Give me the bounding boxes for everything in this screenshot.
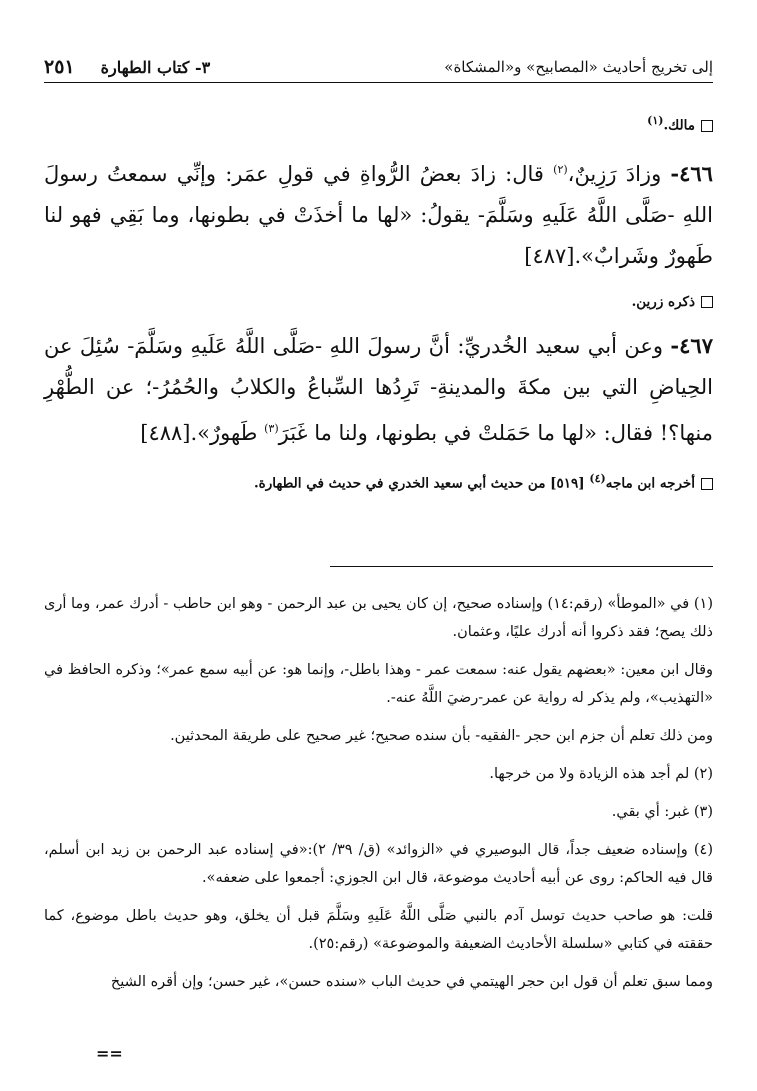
book-title: إلى تخريج أحاديث «المصابيح» و«المشكاة» xyxy=(444,58,713,76)
footnote-paragraph: (٤) وإسناده ضعيف جداً، قال البوصيري في «الزوائد» (ق/ ٣٩/ ٢):«في إسناده عبد الرحمن بن زيد ابن أسلم، قال فيه الحاكم: روى عن أبيه أحاديث موضوعة، قال ابن الجوزي: أجمعوا على ضعفه». xyxy=(44,842,713,886)
footnote-separator xyxy=(330,566,713,567)
main-text xyxy=(44,96,713,506)
square-marker-icon xyxy=(701,120,713,132)
hadith-text: طَهورٌ».[٤٨٨] xyxy=(140,420,258,445)
running-header xyxy=(44,52,713,83)
hadith-number: ٤٦٦- xyxy=(670,160,713,186)
footnote-paragraph: ومن ذلك تعلم أن جزم ابن حجر -الفقيه- بأن سنده صحيح؛ غير صحيح على طريقة المحدثين. xyxy=(170,728,713,744)
footnotes xyxy=(44,590,713,1006)
note-text: [٥١٩] من حديث أبي سعيد الخدري في حديث في الطهارة. xyxy=(253,475,585,491)
hadith-467 xyxy=(44,325,713,454)
note-text: ذكره زرين. xyxy=(631,293,695,310)
note-top xyxy=(44,110,713,137)
note-466 xyxy=(44,291,713,313)
note-467 xyxy=(44,468,713,495)
chapter-title: ٣- كتاب الطهارة xyxy=(100,57,211,77)
footnote-ref: (٢) xyxy=(553,162,568,176)
note-text: أخرجه ابن ماجه xyxy=(605,475,695,491)
hadith-number: ٤٦٧- xyxy=(670,332,713,358)
page-number: ٢٥١ xyxy=(44,56,75,78)
footnote-ref: (١) xyxy=(647,114,664,127)
square-marker-icon xyxy=(701,296,713,308)
continuation-mark: == xyxy=(96,1044,123,1063)
hadith-text: وزادَ رَزِينٌ، xyxy=(567,161,662,186)
footnote-ref: (٣) xyxy=(264,421,279,435)
footnote-ref: (٤) xyxy=(589,471,606,485)
footnote-paragraph: (٣) غبر: أي بقي. xyxy=(611,804,713,820)
hadith-text: وعن أبي سعيد الخُدريِّ: أنَّ رسولَ اللهِ -صَلَّى اللَّهُ عَلَيهِ وسَلَّمَ- سُئِلَ عن الحِياضِ التي بين مكةَ والمدينةِ- تَرِدُها السِّباعُ والكلابُ والحُمُرُ-؛ عن الطُّهْرِ منها؟! فقال: «لها ما حَمَلتْ في بطونها، ولنا ما غَبَرَ xyxy=(44,333,713,445)
header-left-group xyxy=(44,56,210,78)
footnote-paragraph: ومما سبق تعلم أن قول ابن حجر الهيتمي في حديث الباب «سنده حسن»، غير حسن؛ وإن أقره الشيخ xyxy=(110,974,713,990)
square-marker-icon xyxy=(701,478,713,490)
footnote-paragraph: وقال ابن معين: «بعضهم يقول عنه: سمعت عمر - وهذا باطل-، وإنما هو: عن أبيه سمع عمر»؛ وذكره الحافظ في «التهذيب»، ولم يذكر له رواية عن عمر-رضيَ اللَّهُ عنه-. xyxy=(44,662,713,706)
footnote-paragraph: قلت: هو صاحب حديث توسل آدم بالنبي صَلَّى اللَّهُ عَلَيهِ وسَلَّمَ قبل أن يخلق، وهو حديث باطل موضوع، كما حققته في كتابي «سلسلة الأحاديث الضعيفة والموضوعة» (رقم:٢٥). xyxy=(44,908,713,952)
hadith-466 xyxy=(44,149,713,277)
hadith-text: قال: زادَ بعضُ الرُّواةِ في قولِ عمَر: وإنِّي سمعتُ رسولَ اللهِ -صَلَّى اللَّهُ عَلَيهِ وسَلَّمَ- يقولُ: «لها ما أخذَتْ في بطونها، وما بَقِي فهو لنا طَهورٌ وشَرابٌ».[٤٨٧] xyxy=(44,161,713,268)
footnote-paragraph: (١) في «الموطأ» (رقم:١٤) وإسناده صحيح، إن كان يحيى بن عبد الرحمن - وهو ابن حاطب - أدرك عمر، وما أرى ذلك يصح؛ فقد ذكروا أنه أدرك عليًا، وعثمان. xyxy=(44,596,713,640)
footnote-paragraph: (٢) لم أجد هذه الزيادة ولا من خرجها. xyxy=(489,766,713,782)
note-top-text: مالك. xyxy=(663,117,695,134)
